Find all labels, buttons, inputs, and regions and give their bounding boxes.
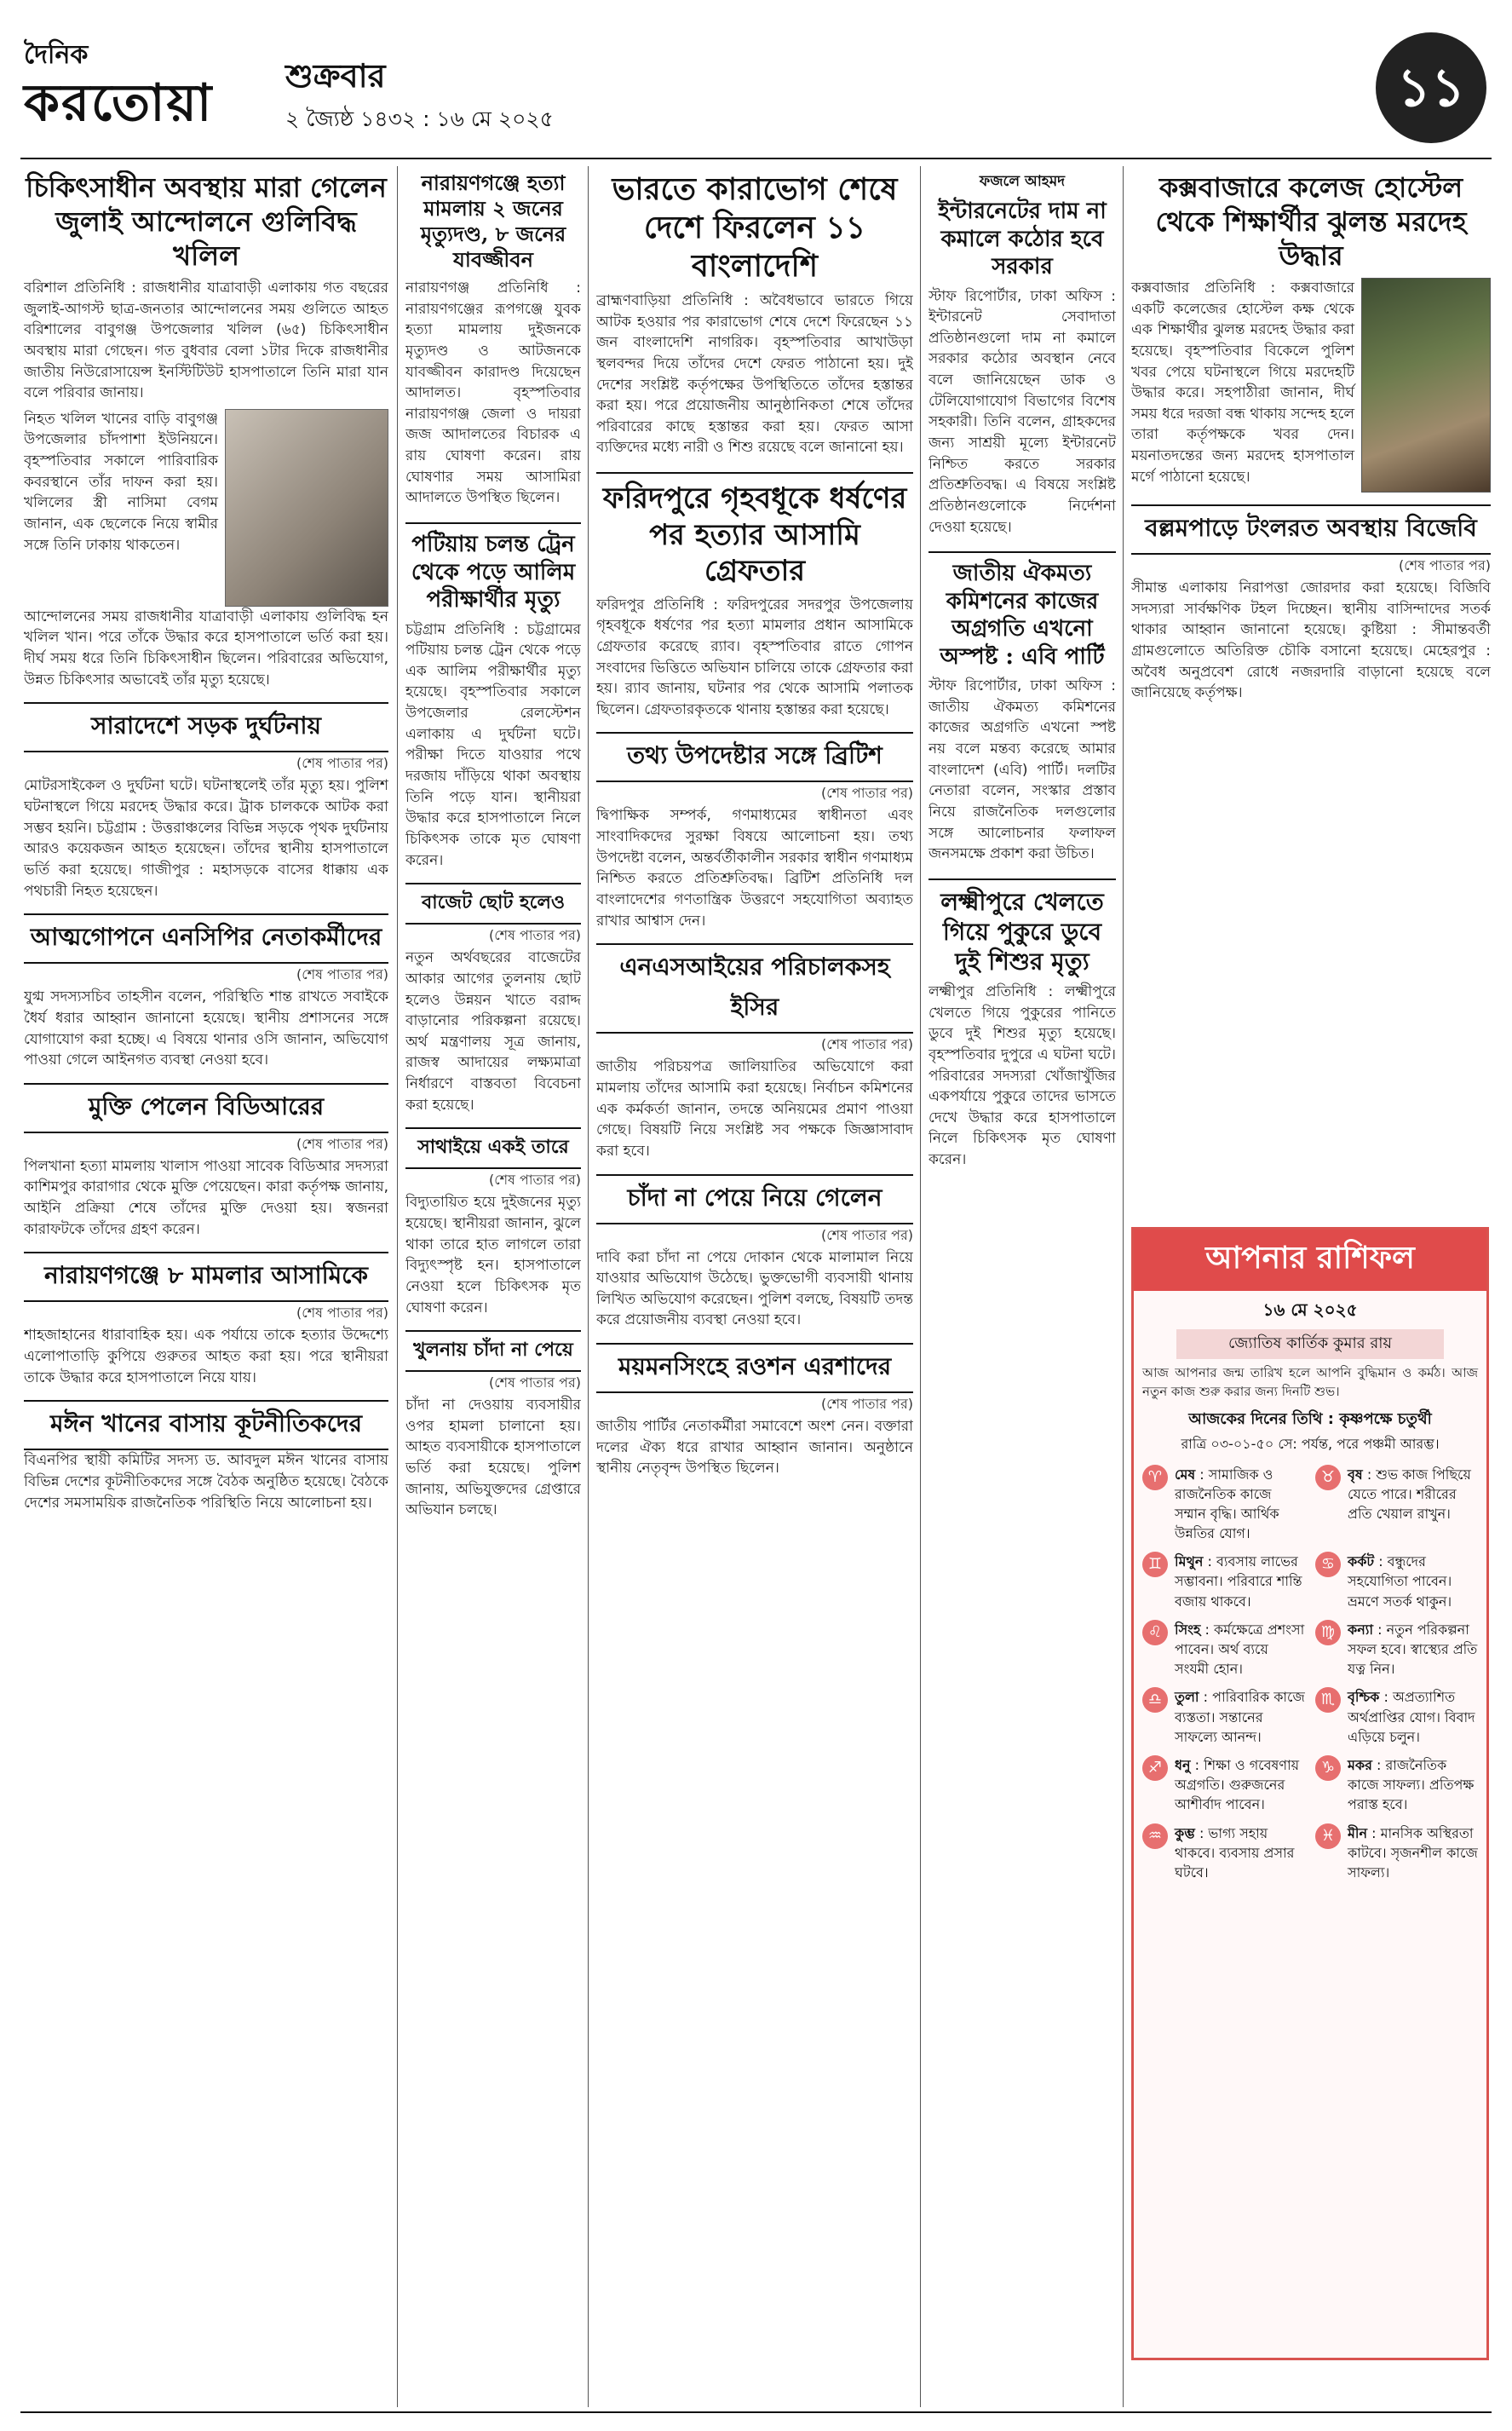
tithi-headline: আজকের দিনের তিথি : কৃষ্ণপক্ষে চতুর্থী bbox=[1188, 1409, 1432, 1428]
zodiac-icon: ♑ bbox=[1315, 1755, 1341, 1781]
nsi-body: জাতীয় পরিচয়পত্র জালিয়াতির অভিযোগে করা মামলায় তাঁদের আসামি করা হয়েছে। নির্বাচন কমিশনের এক কর্মকর্তা জানান, তদন্তে অনিয়মের প্রমাণ পাওয়া গেছে। বিষয়টি নিয়ে সংশ্লিষ্ট সব পক্ষকে জিজ্ঞাসাবাদ করা হবে। bbox=[596, 1058, 913, 1160]
zodiac-icon: ♐ bbox=[1142, 1755, 1168, 1781]
zodiac-item: ♎ তুলা : পারিবারিক কাজে ব্যস্ততা। সন্তানের সাফল্যে আনন্দ। bbox=[1142, 1687, 1305, 1747]
horoscope-date: ১৬ মে ২০২৫ bbox=[1262, 1299, 1358, 1320]
moin-khan-headline: মঈন খানের বাসায় কূটনীতিকদের bbox=[24, 1400, 388, 1450]
zodiac-item: ♉ বৃষ : শুভ কাজ পিছিয়ে যেতে পারে। শরীরের প্রতি খেয়াল রাখুন। bbox=[1315, 1465, 1478, 1544]
narayanganj-murder-headline: নারায়ণগঞ্জে হত্যা মামলায় ২ জনের মৃত্যুদণ্ড, ৮ জনের যাবজ্জীবন bbox=[420, 170, 566, 272]
column-divider bbox=[588, 166, 589, 2407]
horoscope-title: আপনার রাশিফল bbox=[1134, 1230, 1486, 1291]
narayanganj-accused-continued: (শেষ পাতার পর) bbox=[296, 1305, 388, 1322]
sathai-continued: (শেষ পাতার পর) bbox=[488, 1172, 581, 1189]
column-5 bbox=[1131, 170, 1491, 1074]
isp-headline: ইন্টারনেটের দাম না কমালে কঠোর হবে সরকার bbox=[938, 199, 1107, 279]
zodiac-icon: ♎ bbox=[1142, 1687, 1168, 1713]
lakshmipur-body: লক্ষ্মীপুর প্রতিনিধি : লক্ষ্মীপুরে খেলতে গিয়ে পুকুরের পানিতে ডুবে দুই শিশুর মৃত্যু হয়েছে। বৃহস্পতিবার দুপুরে এ ঘটনা ঘটে। পরিবারের সদস্যরা খোঁজাখুঁজির একপর্যায়ে পুকুরে তাদের ভাসতে দেখে উদ্ধার করে হাসপাতালে নিলে চিকিৎসক মৃত ঘোষণা করেন। bbox=[928, 982, 1116, 1169]
tension-body: সীমান্ত এলাকায় নিরাপত্তা জোরদার করা হয়েছে। বিজিবি সদস্যরা সার্বক্ষণিক টহল দিচ্ছেন। স্থানীয় বাসিন্দাদের সতর্ক থাকার আহ্বান জানানো হয়েছে। কুষ্টিয়া : সীমান্তবর্তী গ্রামগুলোতে অতিরিক্ত চৌকি বসানো হয়েছে। মেহেরপুর : অবৈধ অনুপ্রবেশ রোধে নজরদারি বাড়ানো হয়েছে বলে জানিয়েছে কর্তৃপক্ষ। bbox=[1131, 579, 1491, 702]
britain-headline: তথ্য উপদেষ্টার সঙ্গে ব্রিটিশ bbox=[596, 732, 913, 782]
zodiac-item: ♈ মেষ : সামাজিক ও রাজনৈতিক কাজে সম্মান বৃদ্ধি। আর্থিক উন্নতির যোগ। bbox=[1142, 1465, 1305, 1544]
horoscope-astrologer: জ্যোতিষ কার্তিক কুমার রায় bbox=[1176, 1329, 1444, 1359]
ncp-body: যুগ্ম সদস্যসচিব তাহসীন বলেন, পরিস্থিতি শান্ত রাখতে সবাইকে ধৈর্য ধরার আহ্বান জানানো হয়েছে। স্থানীয় প্রশাসনের সঙ্গে যোগাযোগ করা হচ্ছে। এ বিষয়ে থানার ওসি জানান, অভিযোগ পাওয়া গেলে আইনগত ব্যবস্থা নেওয়া হবে। bbox=[24, 988, 388, 1069]
page-number: ১১ bbox=[1376, 32, 1486, 143]
nsi-continued: (শেষ পাতার পর) bbox=[820, 1036, 913, 1053]
zodiac-item: ♒ কুম্ভ : ভাগ্য সহায় থাকবে। ব্যবসায় প্রসার ঘটবে। bbox=[1142, 1823, 1305, 1883]
ncp-headline: আত্মগোপনে এনসিপির নেতাকর্মীদের bbox=[24, 913, 388, 964]
mymensingh-continued: (শেষ পাতার পর) bbox=[820, 1396, 913, 1413]
consensus-body: স্টাফ রিপোর্টার, ঢাকা অফিস : জাতীয় ঐকমত্য কমিশনের কাজের অগ্রগতি এখনো স্পষ্ট নয় বলে মন্তব্য করেছে আমার বাংলাদেশ (এবি) পার্টি। দলটির নেতারা বলেন, সংস্কার প্রস্তাব নিয়ে রাজনৈতিক দলগুলোর সঙ্গে আলোচনার ফলাফল জনসমক্ষে প্রকাশ করা উচিত। bbox=[928, 677, 1116, 863]
nsi-headline: এনএসআইয়ের পরিচালকসহ ইসির bbox=[596, 943, 913, 1034]
zodiac-icon: ♓ bbox=[1315, 1823, 1341, 1849]
column-3 bbox=[596, 170, 913, 2403]
zodiac-item: ♍ কন্যা : নতুন পরিকল্পনা সফল হবে। স্বাস্থ্যের প্রতি যত্ন নিন। bbox=[1315, 1620, 1478, 1679]
faridpur-body: ফরিদপুর প্রতিনিধি : ফরিদপুরের সদরপুর উপজেলায় গৃহবধূকে ধর্ষণের পর হত্যা মামলার প্রধান আসামিকে গ্রেফতার করেছে র‌্যাব। বৃহস্পতিবার রাতে গোপন সংবাদের ভিত্তিতে অভিযান চালিয়ে তাকে গ্রেফতার করা হয়। র‌্যাব জানায়, ঘটনার পর থেকে আসামি পলাতক ছিলেন। গ্রেফতারকৃতকে থানায় হস্তান্তর করা হয়েছে। bbox=[596, 596, 913, 718]
chanda-continued: (শেষ পাতার পর) bbox=[820, 1226, 913, 1243]
train-headline: পটিয়ায় চলন্ত ট্রেন থেকে পড়ে আলিম পরীক্ষার্থীর মৃত্যু bbox=[405, 522, 581, 614]
narayanganj-accused-headline: নারায়ণগঞ্জে ৮ মামলার আসামিকে bbox=[24, 1252, 388, 1302]
lead-headline: চিকিৎসাধীন অবস্থায় মারা গেলেন জুলাই আন্দোলনে গুলিবিদ্ধ খলিল bbox=[26, 171, 387, 272]
sathai-headline: সাথাইয়ে একই তারে bbox=[405, 1127, 581, 1169]
cox-photo bbox=[1361, 278, 1491, 493]
mymensingh-headline: ময়মনসিংহে রওশন এরশাদের bbox=[596, 1343, 913, 1393]
logo-title: করতোয়া bbox=[24, 73, 214, 133]
faridpur-headline: ফরিদপুরে গৃহবধূকে ধর্ষণের পর হত্যার আসামি গ্রেফতার bbox=[596, 472, 913, 590]
zodiac-item: ♋ কর্কট : বন্ধুদের সহযোগিতা পাবেন। ভ্রমণে সতর্ক থাকুন। bbox=[1315, 1552, 1478, 1611]
column-4 bbox=[928, 170, 1116, 2403]
zodiac-item: ♑ মকর : রাজনৈতিক কাজে সাফল্য। প্রতিপক্ষ পরাস্ত হবে। bbox=[1315, 1755, 1478, 1815]
mymensingh-body: জাতীয় পার্টির নেতাকর্মীরা সমাবেশে অংশ নেন। বক্তারা দলের ঐক্য ধরে রাখার আহ্বান জানান। অনুষ্ঠানে স্থানীয় নেতৃবৃন্দ উপস্থিত ছিলেন। bbox=[596, 1418, 913, 1478]
footer-rule bbox=[20, 2411, 1492, 2413]
zodiac-icon: ♍ bbox=[1315, 1620, 1341, 1645]
tension-continued: (শেষ পাতার পর) bbox=[1398, 557, 1491, 573]
bdr-body: পিলখানা হত্যা মামলায় খালাস পাওয়া সাবেক বিডিআর সদস্যরা কাশিমপুর কারাগার থেকে মুক্তি পেয়েছেন। কারা কর্তৃপক্ষ জানায়, আইনি প্রক্রিয়া শেষে তাঁদের মুক্তি দেওয়া হয়। স্বজনরা কারাফটকে তাঁদের গ্রহণ করেন। bbox=[24, 1157, 388, 1238]
lead-body-3: আন্দোলনের সময় রাজধানীর যাত্রাবাড়ী এলাকায় গুলিবিদ্ধ হন খলিল খান। পরে তাঁকে উদ্ধার করে হাসপাতালে ভর্তি করা হয়। দীর্ঘ সময় ধরে তিনি চিকিৎসাধীন ছিলেন। পরিবারের অভিযোগ, উন্নত চিকিৎসার অভাবেই তাঁর মৃত্যু হয়েছে। bbox=[24, 608, 388, 688]
consensus-headline: জাতীয় ঐকমত্য কমিশনের কাজের অগ্রগতি এখনো অস্পষ্ট : এবি পার্টি bbox=[928, 551, 1116, 671]
zodiac-item: ♌ সিংহ : কর্মক্ষেত্রে প্রশংসা পাবেন। অর্থ ব্যয়ে সংযমী হোন। bbox=[1142, 1620, 1305, 1679]
budget-body: নতুন অর্থবছরের বাজেটের আকার আগের তুলনায় ছোট হলেও উন্নয়ন খাতে বরাদ্দ বাড়ানোর পরিকল্পনা রয়েছে। অর্থ মন্ত্রণালয় সূত্র জানায়, রাজস্ব আদায়ের লক্ষ্যমাত্রা নির্ধারণে বাস্তবতা বিবেচনা করা হয়েছে। bbox=[405, 949, 581, 1114]
zodiac-icon: ♌ bbox=[1142, 1620, 1168, 1645]
weekday: শুক্রবার bbox=[285, 57, 386, 95]
column-2 bbox=[405, 170, 581, 2403]
narayanganj-murder-body: নারায়ণগঞ্জ প্রতিনিধি : নারায়ণগঞ্জের রূপগঞ্জে যুবক হত্যা মামলায় দুইজনকে মৃত্যুদণ্ড ও আটজনকে যাবজ্জীবন কারাদণ্ড দিয়েছেন আদালত। বৃহস্পতিবার নারায়ণগঞ্জ জেলা ও দায়রা জজ আদালতের বিচারক এ রায় ঘোষণা করেন। রায় ঘোষণার সময় আসামিরা আদালতে উপস্থিত ছিলেন। bbox=[405, 279, 581, 507]
horoscope-intro: আজ আপনার জন্ম তারিখ হলে আপনি বুদ্ধিমান ও কর্মঠ। আজ নতুন কাজ শুরু করার জন্য দিনটি শুভ। bbox=[1142, 1365, 1478, 1399]
zodiac-icon: ♈ bbox=[1142, 1465, 1168, 1490]
zodiac-icon: ♏ bbox=[1315, 1687, 1341, 1713]
britain-continued: (শেষ পাতার পর) bbox=[820, 785, 913, 802]
narayanganj-accused-body: শাহজাহানের ধারাবাহিক হয়। এক পর্যায়ে তাকে হত্যার উদ্দেশ্যে এলোপাতাড়ি কুপিয়ে গুরুতর আহত করা হয়। পরে স্থানীয়রা তাকে উদ্ধার করে হাসপাতালে নিয়ে যায়। bbox=[24, 1327, 388, 1386]
horoscope-box bbox=[1131, 1227, 1489, 2360]
khulna-headline: খুলনায় চাঁদা না পেয়ে bbox=[405, 1330, 581, 1372]
dateline: ২ জ্যৈষ্ঠ ১৪৩২ : ১৬ মে ২০২৫ bbox=[285, 107, 554, 131]
zodiac-icon: ♉ bbox=[1315, 1465, 1341, 1490]
budget-headline: বাজেট ছোট হলেও bbox=[405, 883, 581, 925]
masthead-rule bbox=[20, 158, 1492, 159]
chanda-body: দাবি করা চাঁদা না পেয়ে দোকান থেকে মালামাল নিয়ে যাওয়ার অভিযোগ উঠেছে। ভুক্তভোগী ব্যবসায়ী থানায় লিখিত অভিযোগ করেছেন। পুলিশ বলছে, বিষয়টি তদন্ত করে প্রয়োজনীয় ব্যবস্থা নেওয়া হবে। bbox=[596, 1248, 913, 1329]
zodiac-icon: ♋ bbox=[1315, 1552, 1341, 1577]
lakshmipur-headline: লক্ষ্মীপুরে খেলতে গিয়ে পুকুরে ডুবে দুই শিশুর মৃত্যু bbox=[928, 879, 1116, 976]
india-body: ব্রাহ্মণবাড়িয়া প্রতিনিধি : অবৈধভাবে ভারতে গিয়ে আটক হওয়ার পর কারাভোগ শেষে দেশে ফিরেছেন ১১ জন বাংলাদেশি নাগরিক। বৃহস্পতিবার আখাউড়া স্থলবন্দর দিয়ে তাঁদের দেশে ফেরত পাঠানো হয়। দুই দেশের সংশ্লিষ্ট কর্তৃপক্ষের উপস্থিতিতে তাঁদের হস্তান্তর করা হয়। পরে প্রয়োজনীয় আনুষ্ঠানিকতা শেষে তাঁদের পরিবারের কাছে হস্তান্তর করা হয়। ফেরত আসা ব্যক্তিদের মধ্যে নারী ও শিশু রয়েছে বলে জানানো হয়। bbox=[596, 292, 913, 457]
budget-continued: (শেষ পাতার পর) bbox=[488, 927, 581, 944]
chanda-headline: চাঁদা না পেয়ে নিয়ে গেলেন bbox=[596, 1174, 913, 1224]
india-headline: ভারতে কারাভোগ শেষে দেশে ফিরলেন ১১ বাংলাদেশি bbox=[612, 171, 898, 284]
khulna-continued: (শেষ পাতার পর) bbox=[488, 1374, 581, 1391]
lead-body-2: নিহত খলিল খানের বাড়ি বাবুগঞ্জ উপজেলার চাঁদপাশা ইউনিয়নে। বৃহস্পতিবার সকালে পারিবারিক কবরস্থানে তাঁর দাফন করা হয়। খলিলের স্ত্রী নাসিমা বেগম জানান, এক ছেলেকে নিয়ে স্বামীর সঙ্গে তিনি ঢাকায় থাকতেন। bbox=[24, 410, 218, 554]
column-divider bbox=[920, 166, 921, 2407]
bdr-headline: মুক্তি পেলেন বিডিআরের bbox=[24, 1083, 388, 1133]
road-body: মোটরসাইকেল ও দুর্ঘটনা ঘটে। ঘটনাস্থলেই তাঁর মৃত্যু হয়। পুলিশ ঘটনাস্থলে গিয়ে মরদেহ উদ্ধার করে। ট্রাক চালককে আটক করা সম্ভব হয়নি। চট্টগ্রাম : উত্তরাঞ্চলের বিভিন্ন সড়কে পৃথক দুর্ঘটনায় আরও কয়েকজন আহত হয়েছেন। তাঁদের স্থানীয় হাসপাতালে ভর্তি করা হয়েছে। গাজীপুর : মহাসড়কে বাসের ধাক্কায় এক পথচারী নিহত হয়েছেন। bbox=[24, 777, 388, 900]
lead-body: বরিশাল প্রতিনিধি : রাজধানীর যাত্রাবাড়ী এলাকায় গত বছরের জুলাই-আগস্ট ছাত্র-জনতার আন্দোলনের সময় গুলিতে আহত বরিশালের বাবুগঞ্জ উপজেলার খলিল (৬৫) চিকিৎসাধীন অবস্থায় মারা গেছেন। গত বুধবার বেলা ১টার দিকে রাজধানীর জাতীয় নিউরোসায়েন্স ইনস্টিটিউট হাসপাতালে তিনি মারা যান বলে পরিবার জানায়। bbox=[24, 279, 388, 402]
moin-khan-body: বিএনপির স্থায়ী কমিটির সদস্য ড. আবদুল মঈন খানের বাসায় বিভিন্ন দেশের কূটনীতিকদের সঙ্গে বৈঠক অনুষ্ঠিত হয়েছে। বৈঠকে দেশের সমসাময়িক রাজনৈতিক পরিস্থিতি নিয়ে আলোচনা হয়। bbox=[24, 1452, 388, 1512]
isp-body: স্টাফ রিপোর্টার, ঢাকা অফিস : ইন্টারনেট সেবাদাতা প্রতিষ্ঠানগুলো দাম না কমালে সরকার কঠোর অবস্থান নেবে বলে জানিয়েছেন ডাক ও টেলিযোগাযোগ বিভাগের বিশেষ সহকারী। তিনি বলেন, গ্রাহকদের জন্য সাশ্রয়ী মূল্যে ইন্টারনেট নিশ্চিত করতে সরকার প্রতিশ্রুতিবদ্ধ। এ বিষয়ে সংশ্লিষ্ট প্রতিষ্ঠানগুলোকে নির্দেশনা দেওয়া হয়েছে। bbox=[928, 287, 1116, 536]
zodiac-grid bbox=[1142, 1465, 1478, 1888]
zodiac-item: ♓ মীন : মানসিক অস্থিরতা কাটবে। সৃজনশীল কাজে সাফল্য। bbox=[1315, 1823, 1478, 1883]
tithi-subline: রাত্রি ০৩-০১-৫০ সে: পর্যন্ত, পরে পঞ্চমী আরম্ভ। bbox=[1181, 1435, 1440, 1452]
bdr-continued: (শেষ পাতার পর) bbox=[296, 1135, 388, 1152]
column-1 bbox=[24, 170, 388, 2403]
road-headline: সারাদেশে সড়ক দুর্ঘটনায় bbox=[24, 702, 388, 752]
zodiac-item: ♊ মিথুন : ব্যবসায় লাভের সম্ভাবনা। পরিবারে শান্তি বজায় থাকবে। bbox=[1142, 1552, 1305, 1611]
sathai-body: বিদ্যুতায়িত হয়ে দুইজনের মৃত্যু হয়েছে। স্থানীয়রা জানান, ঝুলে থাকা তারে হাত লাগলে তারা বিদ্যুৎস্পৃষ্ট হন। হাসপাতালে নেওয়া হলে চিকিৎসক মৃত ঘোষণা করেন। bbox=[405, 1194, 581, 1316]
tension-headline: বল্লমপাড়ে টংলরত অবস্থায় বিজেবি bbox=[1131, 504, 1491, 555]
newspaper-logo bbox=[24, 34, 245, 133]
zodiac-icon: ♊ bbox=[1142, 1552, 1168, 1577]
byline: ফজলে আহমদ bbox=[979, 173, 1066, 190]
ncp-continued: (শেষ পাতার পর) bbox=[296, 966, 388, 983]
column-divider bbox=[397, 166, 398, 2407]
logo-small-text: দৈনিক bbox=[24, 40, 89, 70]
column-divider bbox=[1123, 166, 1124, 2407]
road-continued: (শেষ পাতার পর) bbox=[296, 755, 388, 772]
train-body: চট্টগ্রাম প্রতিনিধি : চট্টগ্রামের পটিয়ায় চলন্ত ট্রেন থেকে পড়ে এক আলিম পরীক্ষার্থীর মৃত্যু হয়েছে। বৃহস্পতিবার সকালে উপজেলার রেলস্টেশন এলাকায় এ দুর্ঘটনা ঘটে। পরীক্ষা দিতে যাওয়ার পথে দরজায় দাঁড়িয়ে থাকা অবস্থায় তিনি পড়ে যান। স্থানীয়রা উদ্ধার করে হাসপাতালে নিলে চিকিৎসক তাকে মৃত ঘোষণা করেন। bbox=[405, 620, 581, 869]
zodiac-item: ♏ বৃশ্চিক : অপ্রত্যাশিত অর্থপ্রাপ্তির যোগ। বিবাদ এড়িয়ে চলুন। bbox=[1315, 1687, 1478, 1747]
zodiac-icon: ♒ bbox=[1142, 1823, 1168, 1849]
cox-headline: কক্সবাজারে কলেজ হোস্টেল থেকে শিক্ষার্থীর ঝুলন্ত মরদেহ উদ্ধার bbox=[1155, 171, 1467, 272]
khulna-body: চাঁদা না দেওয়ায় ব্যবসায়ীর ওপর হামলা চালানো হয়। আহত ব্যবসায়ীকে হাসপাতালে ভর্তি করা হয়েছে। পুলিশ জানায়, অভিযুক্তদের গ্রেপ্তারে অভিযান চলছে। bbox=[405, 1397, 581, 1519]
britain-body: দ্বিপাক্ষিক সম্পর্ক, গণমাধ্যমের স্বাধীনতা এবং সাংবাদিকদের সুরক্ষা বিষয়ে আলোচনা হয়। তথ্য উপদেষ্টা বলেন, অন্তর্বর্তীকালীন সরকার স্বাধীন গণমাধ্যম নিশ্চিত করতে প্রতিশ্রুতিবদ্ধ। ব্রিটিশ প্রতিনিধি দল বাংলাদেশের গণতান্ত্রিক উত্তরণে সহযোগিতা অব্যাহত রাখার আশ্বাস দেন। bbox=[596, 807, 913, 930]
cox-body: কক্সবাজার প্রতিনিধি : কক্সবাজারে একটি কলেজের হোস্টেল কক্ষ থেকে এক শিক্ষার্থীর ঝুলন্ত মরদেহ উদ্ধার করা হয়েছে। বৃহস্পতিবার বিকেলে পুলিশ খবর পেয়ে ঘটনাস্থলে গিয়ে মরদেহটি উদ্ধার করে। সহপাঠীরা জানান, দীর্ঘ সময় ধরে দরজা বন্ধ থাকায় সন্দেহ হলে তারা কর্তৃপক্ষকে খবর দেন। ময়নাতদন্তের জন্য মরদেহ হাসপাতাল মর্গে পাঠানো হয়েছে। bbox=[1131, 279, 1355, 486]
zodiac-item: ♐ ধনু : শিক্ষা ও গবেষণায় অগ্রগতি। গুরুজনের আশীর্বাদ পাবেন। bbox=[1142, 1755, 1305, 1815]
lead-photo bbox=[225, 409, 388, 607]
